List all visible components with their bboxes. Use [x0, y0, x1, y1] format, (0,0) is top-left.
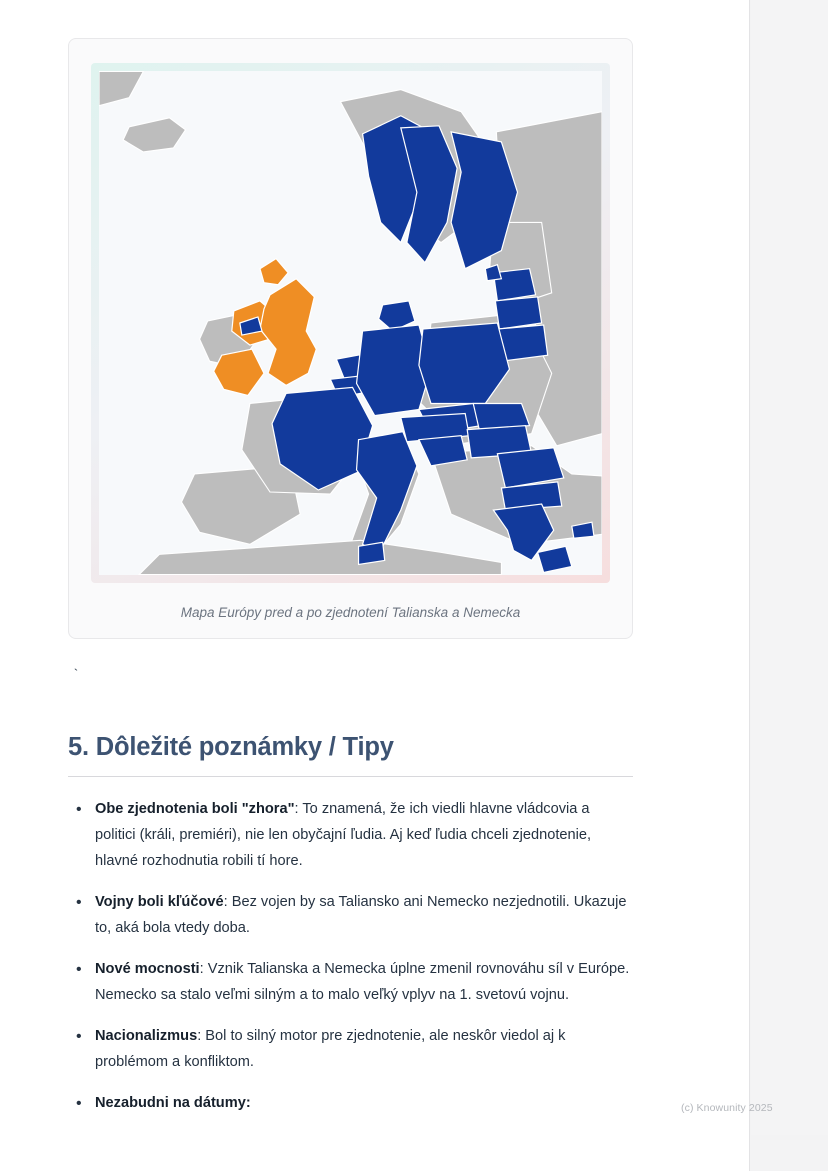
list-item: [68, 797, 630, 875]
right-gutter: [749, 0, 828, 1171]
copyright-watermark: (c) Knowunity 2025: [681, 1102, 773, 1114]
tip-body: : Bol to silný motor pre zjednotenie, ale neskôr viedol aj k problémom a konfliktom.: [95, 1027, 566, 1070]
tip-body: : Bez vojen by sa Taliansko ani Nemecko nezjednotili. Ukazuje to, aká bola vtedy doba.: [95, 893, 627, 936]
list-item: [68, 1091, 630, 1117]
tip-body: : Vznik Talianska a Nemecka úplne zmenil rovnováhu síl v Európe. Nemecko sa stalo veľmi silným a to malo veľký vplyv na 1. svetovú vojnu.: [95, 960, 630, 1003]
list-item: [68, 1024, 630, 1076]
tip-body: : To znamená, že ich viedli hlavne vládcovia a politici (králi, premiéri), nie len obyčajní ľudia. Aj keď ľudia chceli zjednotenie, hlavné rozhodnutia robili tí hore.: [95, 801, 592, 869]
tip-lead: Nezabudni na dátumy:: [95, 1094, 251, 1111]
stray-backtick: `: [72, 667, 80, 682]
tip-lead: Nové mocnosti: [95, 960, 200, 977]
document-content: [68, 0, 648, 1132]
section-heading: 5. Dôležité poznámky / Tipy: [68, 733, 394, 761]
tip-lead: Obe zjednotenia boli "zhora": [95, 801, 295, 817]
scroll-column[interactable]: [751, 0, 828, 1135]
tip-lead: Nacionalizmus: [95, 1027, 198, 1044]
heading-divider: [68, 776, 633, 777]
europe-map-svg: [99, 71, 602, 575]
tips-list: [68, 797, 630, 1117]
list-item: [68, 890, 630, 942]
figure-card: [68, 38, 633, 639]
map-frame: [91, 63, 610, 583]
map-of-europe-image: [99, 71, 602, 575]
tip-lead: Vojny boli kľúčové: [95, 893, 224, 910]
figure-caption: Mapa Európy pred a po zjednotení Talianska a Nemecka: [180, 605, 521, 620]
list-item: [68, 957, 630, 1009]
